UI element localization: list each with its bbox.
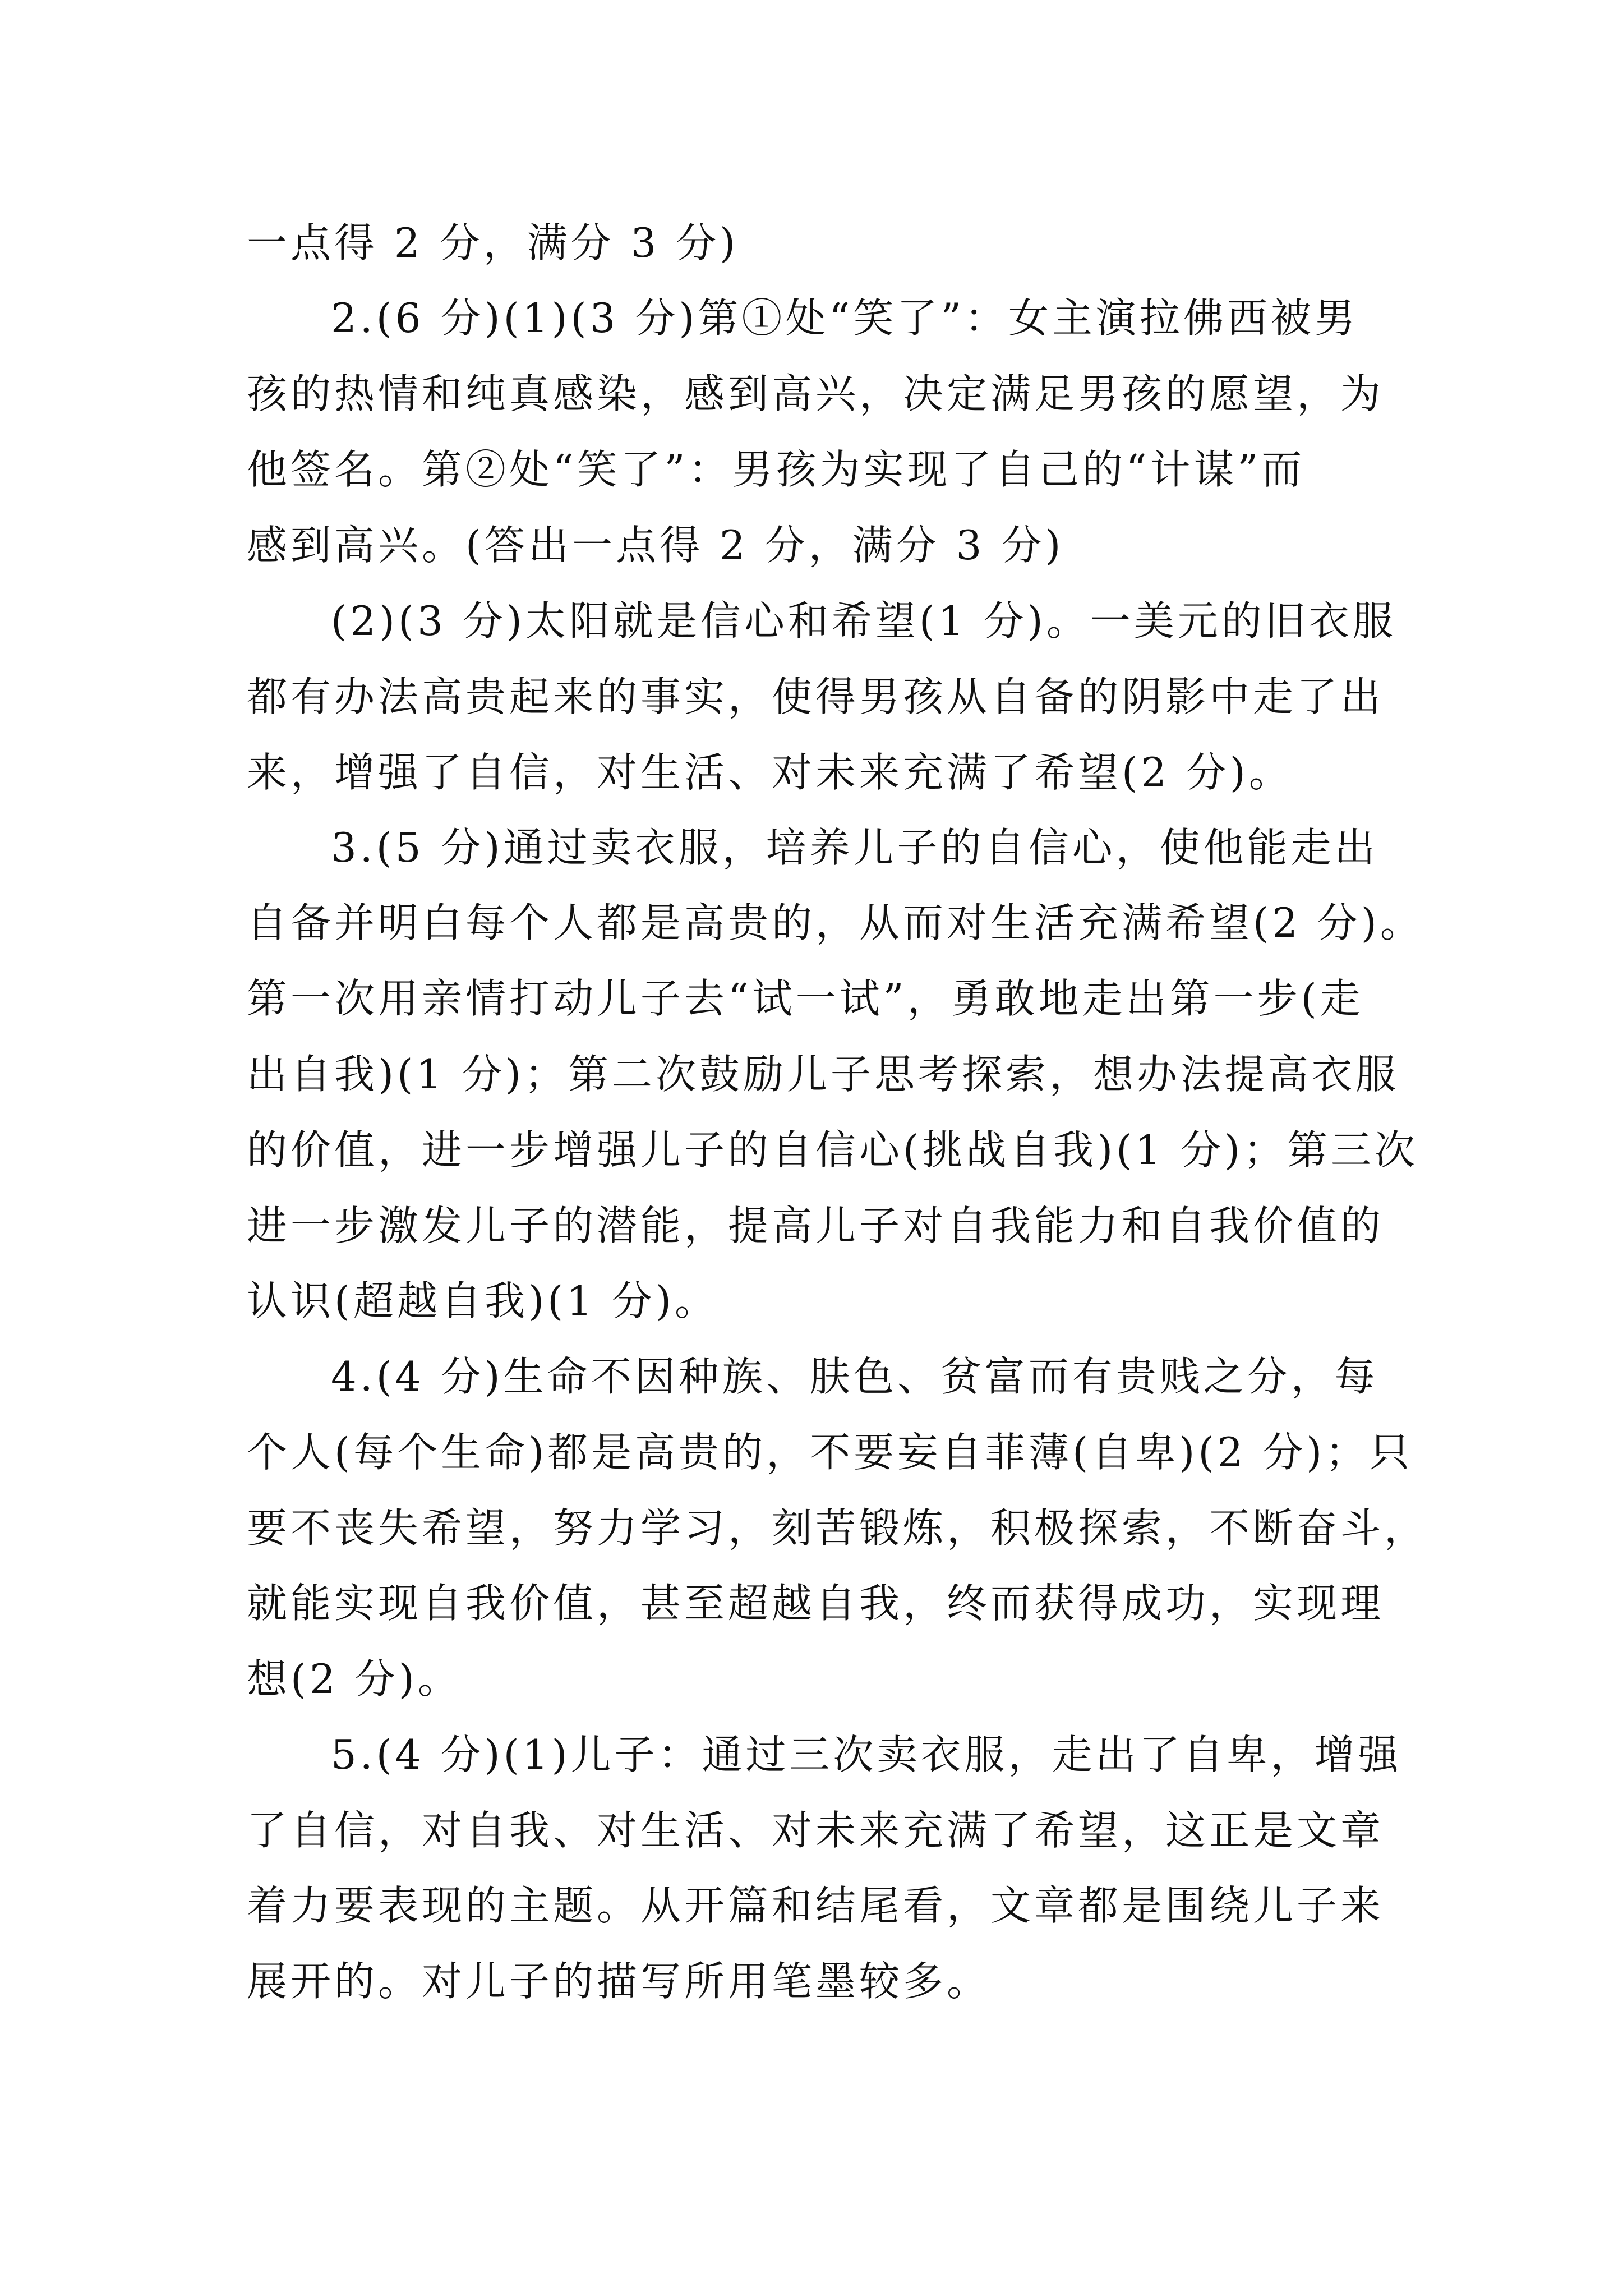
text-line: 一点得 2 分，满分 3 分) (247, 219, 739, 266)
text-line: (2)(3 分)太阳就是信心和希望(1 分)。一美元的旧衣服 (331, 597, 1396, 645)
text-line: 2.(6 分)(1)(3 分)第①处“笑了”：女主演拉佛西被男 (331, 295, 1359, 342)
text-line: 想(2 分)。 (247, 1655, 462, 1703)
text-line: 出自我)(1 分)；第二次鼓励儿子思考探索，想办法提高衣服 (247, 1051, 1399, 1098)
text-line: 感到高兴。(答出一点得 2 分，满分 3 分) (247, 522, 1064, 569)
text-line: 自备并明白每个人都是高贵的，从而对生活充满希望(2 分)。 (247, 899, 1424, 946)
text-line: 5.(4 分)(1)儿子：通过三次卖衣服，走出了自卑，增强 (331, 1731, 1402, 1778)
text-line: 3.(5 分)通过卖衣服，培养儿子的自信心，使他能走出 (331, 824, 1378, 871)
text-line: 他签名。第②处“笑了”：男孩为实现了自己的“计谋”而 (247, 446, 1306, 493)
text-line: 都有办法高贵起来的事实，使得男孩从自备的阴影中走了出 (247, 673, 1385, 720)
text-line: 进一步激发儿子的潜能，提高儿子对自我能力和自我价值的 (247, 1202, 1385, 1249)
text-line: 就能实现自我价值，甚至超越自我，终而获得成功，实现理 (247, 1580, 1385, 1627)
text-line: 要不丧失希望，努力学习，刻苦锻炼，积极探索，不断奋斗， (247, 1504, 1428, 1552)
text-line: 4.(4 分)生命不因种族、肤色、贫富而有贵贱之分，每 (331, 1353, 1378, 1400)
text-line: 了自信，对自我、对生活、对未来充满了希望，这正是文章 (247, 1807, 1385, 1854)
text-line: 的价值，进一步增强儿子的自信心(挑战自我)(1 分)；第三次 (247, 1126, 1419, 1174)
text-line: 认识(超越自我)(1 分)。 (247, 1277, 719, 1324)
text-line: 个人(每个生命)都是高贵的，不要妄自菲薄(自卑)(2 分)；只 (247, 1429, 1413, 1476)
text-line: 孩的热情和纯真感染，感到高兴，决定满足男孩的愿望，为 (247, 370, 1385, 417)
text-line: 来，增强了自信，对生活、对未来充满了希望(2 分)。 (247, 749, 1293, 796)
text-line: 着力要表现的主题。从开篇和结尾看，文章都是围绕儿子来 (247, 1882, 1385, 1929)
text-line: 第一次用亲情打动儿子去“试一试”，勇敢地走出第一步(走 (247, 975, 1364, 1022)
text-line: 展开的。对儿子的描写所用笔墨较多。 (247, 1958, 991, 2005)
